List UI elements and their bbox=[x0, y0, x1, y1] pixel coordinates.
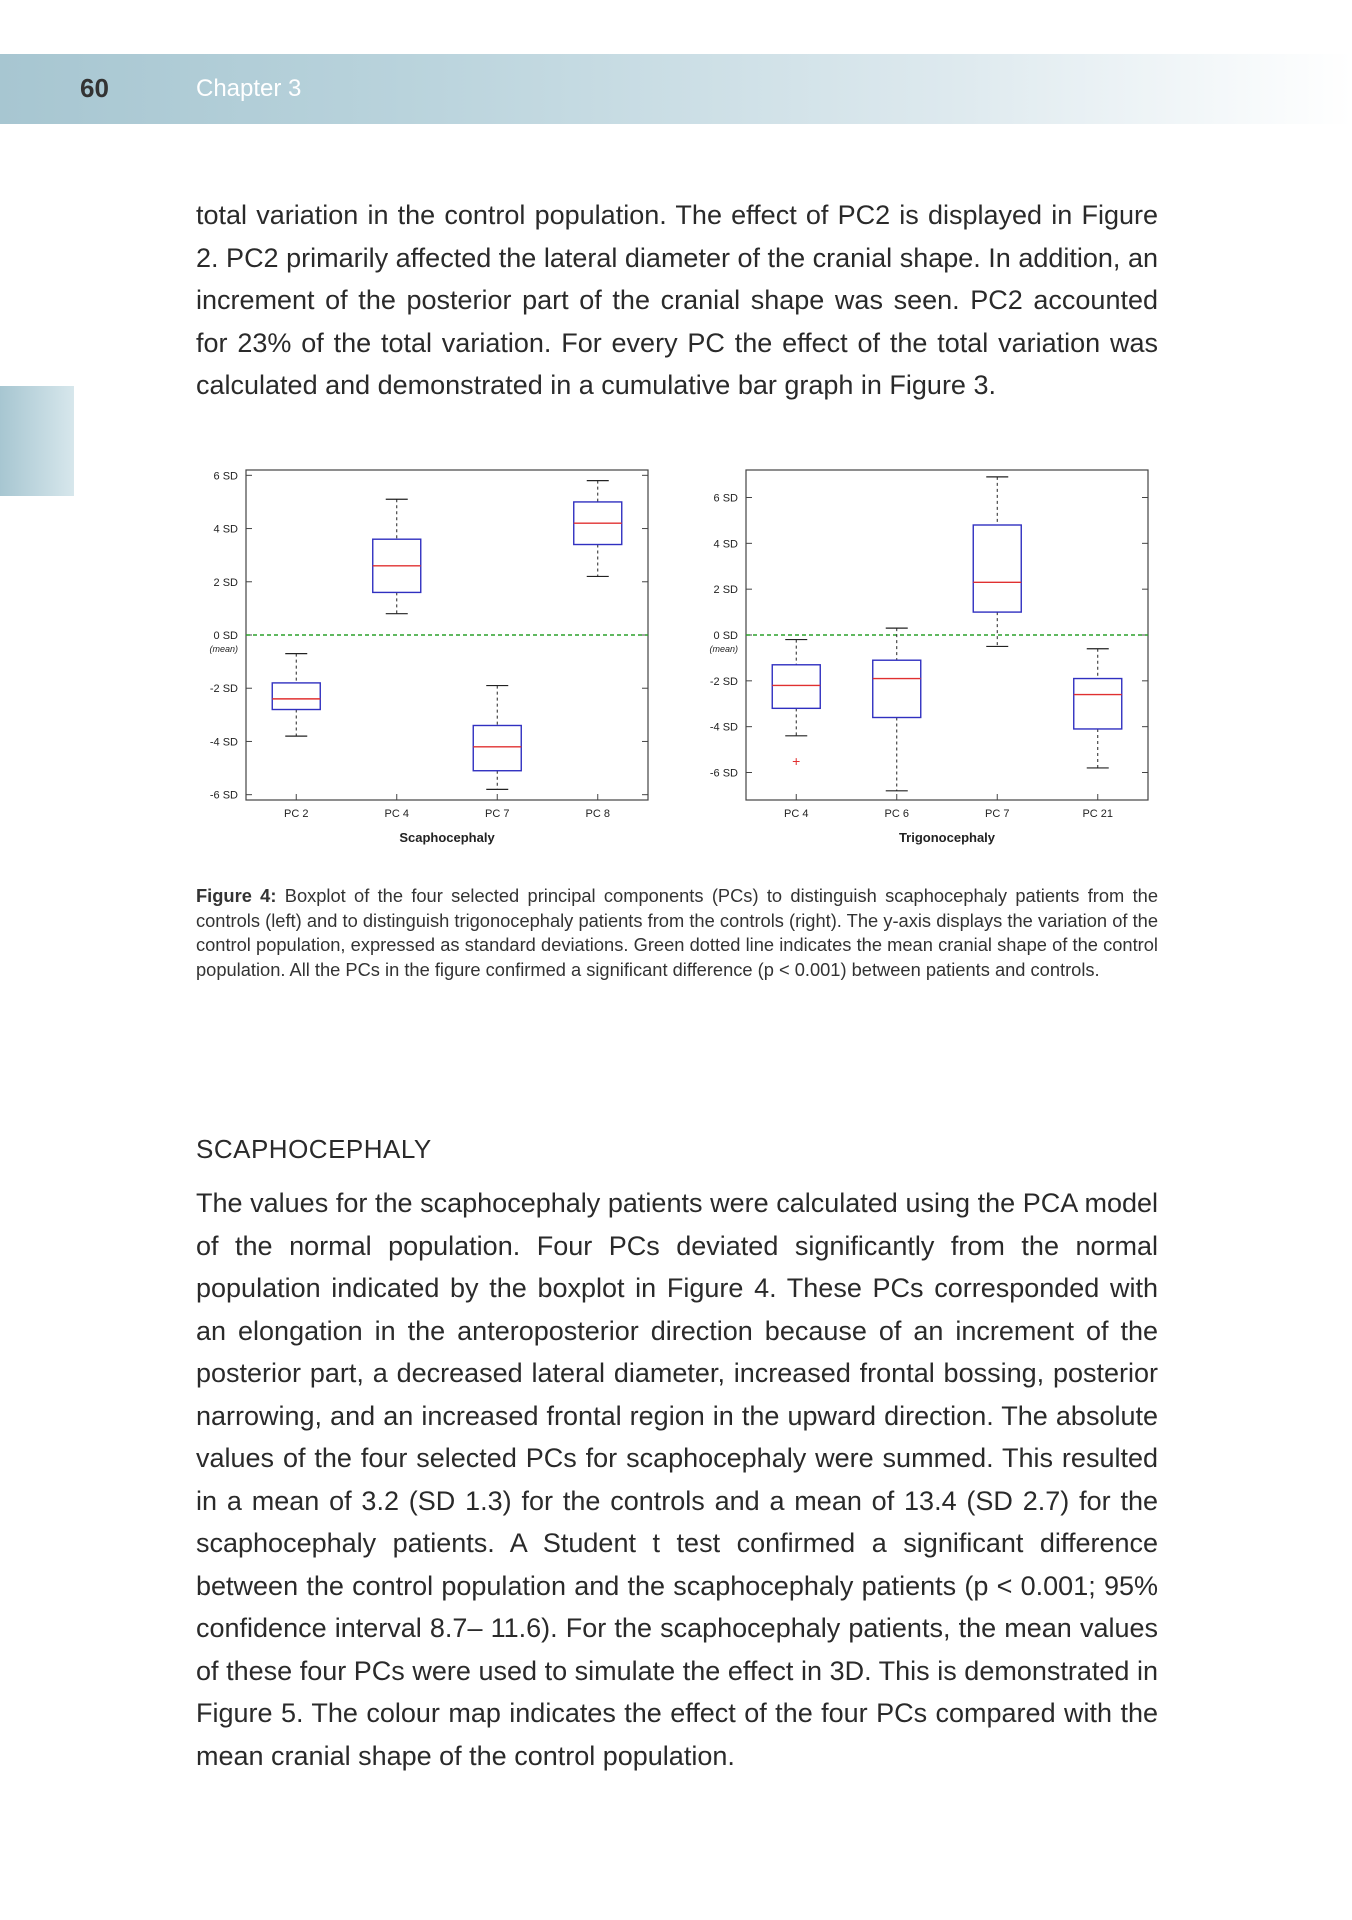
x-axis-title: Trigonocephaly bbox=[898, 830, 996, 845]
y-tick-label: 2 SD bbox=[713, 584, 738, 597]
caption-label: Figure 4: bbox=[196, 885, 277, 906]
box-iqr bbox=[473, 725, 521, 770]
caption-text: Boxplot of the four selected principal components (PCs) to distinguish scaphocephaly patients from the controls (left) and to distinguish trigonocephaly patients from the controls (right). The y-axis displays the variation of the control population, expressed as standard deviations. Green dotted line indicates the mean cranial shape of the control population. All the PCs in the figure confirmed a significant difference (p < 0.001) between patients and controls. bbox=[196, 885, 1158, 980]
box-iqr bbox=[272, 683, 320, 710]
box-iqr bbox=[973, 525, 1021, 612]
figure-4 bbox=[196, 440, 1158, 860]
x-tick-label: PC 8 bbox=[585, 808, 610, 820]
box-iqr bbox=[873, 660, 921, 717]
y-tick-label: -2 SD bbox=[209, 683, 238, 696]
plot-frame bbox=[746, 470, 1148, 800]
y-tick-label: 6 SD bbox=[213, 470, 238, 483]
y-tick-sublabel: (mean) bbox=[709, 644, 738, 654]
y-tick-label: 0 SD bbox=[213, 630, 238, 642]
chapter-title: Chapter 3 bbox=[196, 75, 302, 102]
outlier-marker: + bbox=[792, 753, 801, 770]
chart-panel-1 bbox=[709, 470, 1148, 845]
y-tick-sublabel: (mean) bbox=[209, 644, 238, 654]
x-tick-label: PC 7 bbox=[985, 808, 1010, 820]
section-heading: SCAPHOCEPHALY bbox=[196, 1134, 432, 1164]
chart-panel-0 bbox=[209, 470, 648, 845]
box-pc7 bbox=[973, 477, 1021, 647]
x-tick-label: PC 6 bbox=[884, 808, 909, 820]
x-tick-label: PC 2 bbox=[284, 808, 309, 820]
x-tick-label: PC 7 bbox=[485, 808, 510, 820]
box-pc2 bbox=[272, 654, 320, 737]
x-tick-label: PC 4 bbox=[384, 808, 409, 820]
y-tick-label: 2 SD bbox=[213, 576, 238, 589]
y-tick-label: 6 SD bbox=[713, 492, 738, 505]
y-tick-label: -4 SD bbox=[209, 736, 238, 749]
box-pc4 bbox=[373, 499, 421, 613]
box-iqr bbox=[1074, 679, 1122, 729]
section-paragraph: The values for the scaphocephaly patients were calculated using the PCA model of the normal population. Four PCs deviated significantly from the normal population indicated by the boxplot in Figure 4. These PCs corresponded with an elongation in the anteroposterior direction because of an increment of the posterior part, a decreased lateral diameter, increased frontal bossing, posterior narrowing, and an increased frontal region in the upward direction. The absolute values of the four selected PCs for scaphocephaly were summed. This resulted in a mean of 3.2 (SD 1.3) for the controls and a mean of 13.4 (SD 2.7) for the scaphocephaly patients. A Student t test confirmed a significant difference between the control population and the scaphocephaly patients (p < 0.001; 95% confidence interval 8.7– 11.6). For the scaphocephaly patients, the mean values of these four PCs were used to simulate the effect in 3D. This is demonstrated in Figure 5. The colour map indicates the effect of the four PCs compared with the mean cranial shape of the control population. bbox=[196, 1188, 1158, 1771]
box-pc7 bbox=[473, 686, 521, 790]
side-tab bbox=[0, 386, 74, 496]
y-tick-label: 4 SD bbox=[713, 538, 738, 551]
x-axis-title: Scaphocephaly bbox=[399, 830, 495, 845]
y-tick-label: -6 SD bbox=[209, 789, 238, 802]
y-tick-label: 0 SD bbox=[713, 630, 738, 642]
x-tick-label: PC 4 bbox=[784, 808, 809, 820]
boxplot-figure bbox=[196, 440, 1158, 860]
y-tick-label: -6 SD bbox=[709, 767, 738, 780]
box-pc4 bbox=[772, 640, 820, 769]
box-iqr bbox=[772, 665, 820, 709]
x-tick-label: PC 21 bbox=[1082, 808, 1114, 820]
page-number: 60 bbox=[80, 73, 109, 103]
figure-caption bbox=[196, 884, 1158, 982]
y-tick-label: -4 SD bbox=[709, 721, 738, 734]
box-pc8 bbox=[574, 481, 622, 577]
box-pc21 bbox=[1074, 649, 1122, 768]
y-tick-label: -2 SD bbox=[709, 675, 738, 688]
body-paragraph: total variation in the control population. The effect of PC2 is displayed in Figure 2. PC2 primarily affected the lateral diameter of the cranial shape. In addition, an increment of the posterior part of the cranial shape was seen. PC2 accounted for 23% of the total variation. For every PC the effect of the total variation was calculated and demonstrated in a cumulative bar graph in Figure 3. bbox=[196, 200, 1158, 400]
y-tick-label: 4 SD bbox=[213, 523, 238, 536]
box-pc6 bbox=[873, 628, 921, 791]
